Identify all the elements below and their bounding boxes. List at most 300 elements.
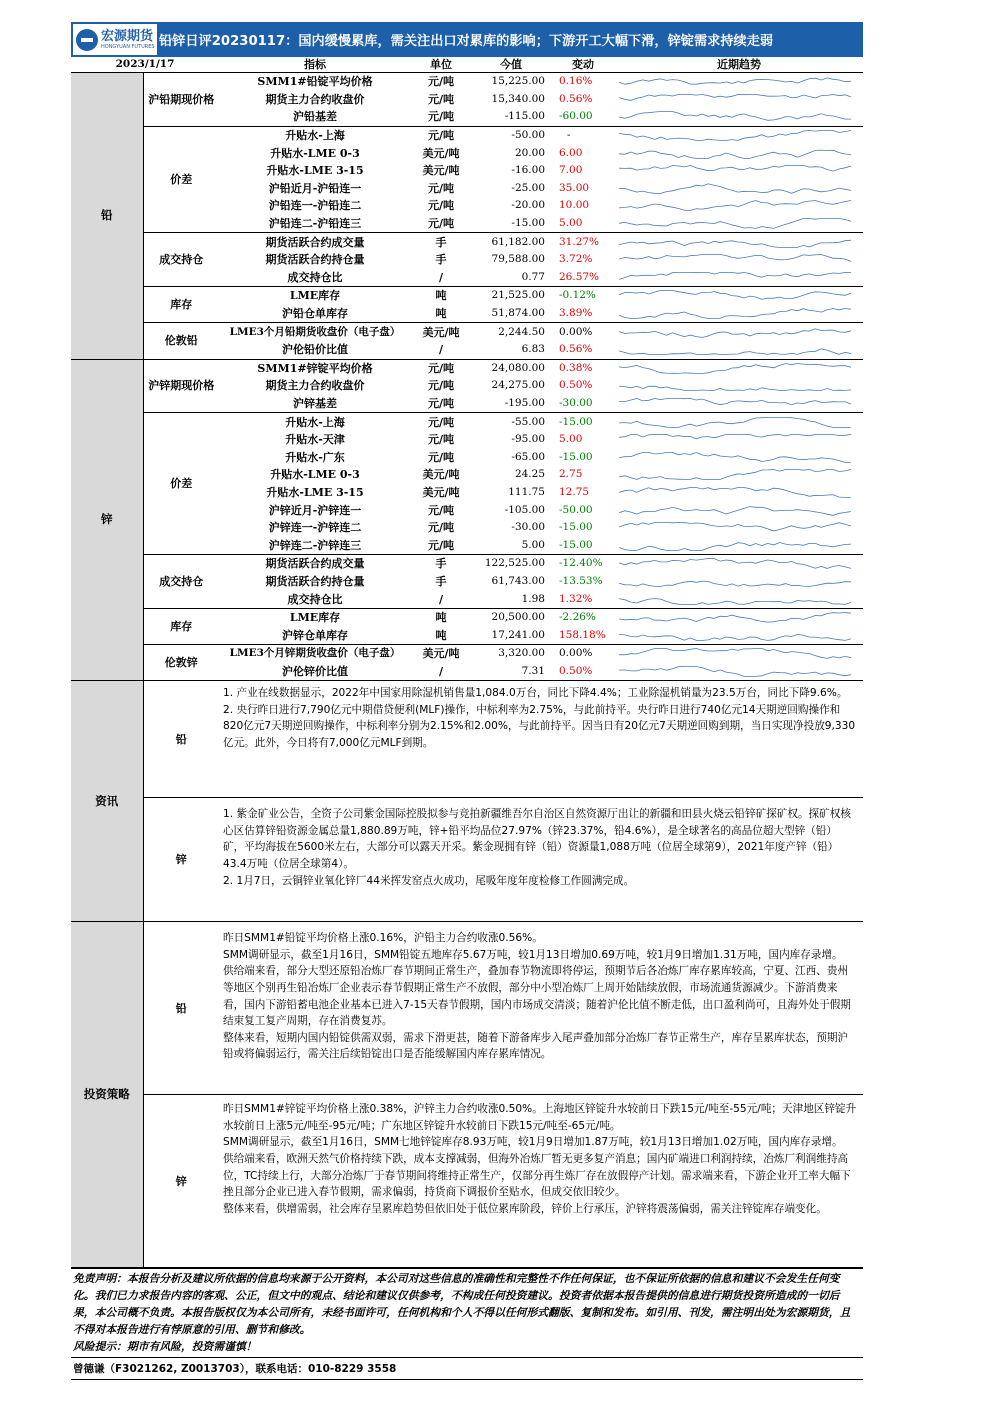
- zinc-trend-cell: [615, 663, 863, 681]
- zinc-indicator-change: -15.00: [559, 415, 593, 428]
- lead-trend-cell: [615, 197, 863, 215]
- lead-indicator-value: -16.00: [511, 164, 545, 177]
- lead-indicator-unit: /: [411, 269, 471, 287]
- lead-indicator-unit: 美元/吨: [422, 325, 460, 339]
- zinc-indicator-change: 2.75: [559, 468, 583, 481]
- news-zinc-text: [219, 798, 863, 922]
- strategy-lead-p0: 昨日SMM1#铅锭平均价格上涨0.16%，沪铅主力合约收涨0.56%。: [223, 932, 543, 945]
- zinc-trend-line-2: [615, 396, 855, 411]
- zinc-indicator-value: -195.00: [471, 395, 551, 413]
- lead-trend-line-8: [615, 216, 855, 231]
- lead-indicator-change: 6.00: [559, 146, 583, 159]
- zinc-trend-line-8: [615, 503, 855, 518]
- zinc-category-spread: 价差: [143, 413, 219, 555]
- lead-indicator-change: 0.56%: [559, 92, 593, 105]
- lead-indicator-name: 升贴水-LME 0-3: [270, 146, 360, 160]
- zinc-indicator-change: -2.26%: [559, 611, 596, 624]
- news-lead-p1: 1. 产业在线数据显示，2022年中国家用除湿机销售量1,084.0万台，同比下降4.4%；工业除湿机销量为23.5万台，同比下降9.6%。: [223, 687, 848, 700]
- lead-trend-polyline-12: [619, 291, 851, 300]
- zinc-indicator-unit: 元/吨: [427, 450, 455, 464]
- lead-trend-polyline-11: [619, 272, 851, 279]
- zinc-trend-cell: [615, 466, 863, 484]
- zinc-trend-line-7: [615, 485, 855, 500]
- lead-trend-line-9: [615, 235, 855, 250]
- lead-trend-polyline-0: [619, 78, 851, 84]
- zinc-indicator-name: 沪伦锌价比值: [219, 663, 411, 681]
- lead-trend-cell: [615, 215, 863, 233]
- lead-trend-line-10: [615, 252, 855, 267]
- zinc-indicator-name: 升贴水-天津: [285, 433, 345, 447]
- lead-indicator-change: 35.00: [559, 181, 590, 194]
- header-row: [71, 57, 863, 73]
- zinc-trend-cell: [615, 431, 863, 449]
- lead-indicator-name: 沪铅基差: [219, 108, 411, 126]
- lead-trend-line-4: [615, 146, 855, 161]
- lead-indicator-value: 15,225.00: [491, 75, 545, 88]
- lead-indicator-change: 3.89%: [551, 305, 615, 323]
- zinc-indicator-value: 122,525.00: [484, 557, 545, 570]
- zinc-trend-polyline-15: [619, 634, 851, 640]
- zinc-indicator-name: 沪锌仓单库存: [219, 626, 411, 644]
- lead-indicator-change: 10.00: [559, 199, 590, 212]
- lead-trend-cell: [615, 251, 863, 269]
- lead-trend-line-12: [615, 288, 855, 303]
- zinc-row: [71, 413, 863, 431]
- zinc-indicator-unit: /: [411, 590, 471, 608]
- news-zinc-p1: 1. 紫金矿业公告，全资子公司紫金国际控股拟参与竞拍新疆维吾尔自治区自然资源厅出让的新疆和田县火烧云铅锌矿探矿权。探矿权核心区估算锌铅资源金属总量1,880.89万吨，锌+铅平均品位27.97%（锌23.37%，铅4.6%），是全球著名的高品位超大型锌（铅）矿，平均海拔在5600米左右，大部分可以露天开采。紫金现拥有锌（铅）资源量1,088万吨（位居全球第9），2021年度产锌（铅）43.4万吨（位居全球第4）。: [223, 808, 851, 870]
- lead-indicator-change: 3.72%: [559, 253, 593, 266]
- lead-indicator-unit: 美元/吨: [422, 164, 460, 178]
- strategy-lead-label: 铅: [143, 922, 219, 1095]
- lead-trend-polyline-9: [619, 240, 851, 247]
- zinc-trend-polyline-6: [619, 470, 851, 480]
- lead-trend-line-5: [615, 163, 855, 178]
- zinc-indicator-name: LME3个月锌期货收盘价（电子盘）: [229, 647, 401, 660]
- zinc-indicator-change: 0.50%: [551, 663, 615, 681]
- lead-indicator-change: 31.27%: [559, 235, 600, 248]
- lead-trend-cell: [615, 126, 863, 144]
- lead-indicator-value: 61,182.00: [491, 235, 545, 248]
- zinc-indicator-name: 升贴水-LME 0-3: [270, 468, 360, 482]
- zinc-indicator-unit: 元/吨: [427, 415, 455, 429]
- lead-indicator-value: -15.00: [471, 215, 551, 233]
- lead-row: [71, 126, 863, 144]
- lead-indicator-unit: 元/吨: [427, 181, 455, 195]
- zinc-trend-line-9: [615, 520, 855, 535]
- lead-indicator-change: -0.12%: [559, 289, 596, 302]
- lead-indicator-name: 期货活跃合约持仓量: [265, 253, 365, 267]
- zinc-trend-cell: [615, 608, 863, 626]
- news-zinc-p2: 2. 1月7日，云铜锌业氧化锌厂44米挥发窑点火成功，尾吸年度年度检修工作圆满完成。: [223, 874, 635, 887]
- zinc-indicator-value: 24,080.00: [491, 361, 545, 374]
- lead-trend-line-6: [615, 181, 855, 196]
- lead-trend-polyline-15: [619, 349, 851, 355]
- zinc-indicator-name: 期货主力合约收盘价: [265, 379, 365, 393]
- strategy-lead-text: [219, 922, 863, 1095]
- lead-indicator-change: -60.00: [551, 108, 615, 126]
- disclaimer-text: 免责声明：本报告分析及建议所依据的信息均来源于公开资料，本公司对这些信息的准确性和完整性不作任何保证，也不保证所依据的信息和建议不会发生任何变化。我们已力求报告内容的客观、公正，但文中的观点、结论和建议仅供参考，不构成任何投资建议。投资者依据本报告提供的信息进行期货投资所造成的一切后果，本公司概不负责。本报告版权仅为本公司所有，未经书面许可，任何机构和个人不得以任何形式翻版、复制和发布。如引用、刊发，需注明出处为宏源期货，且不得对本报告进行有悖原意的引用、删节和修改。: [73, 1272, 851, 1337]
- zinc-indicator-value: -105.00: [504, 503, 545, 516]
- col-trend: 近期趋势: [615, 57, 863, 73]
- lead-trend-polyline-13: [619, 309, 851, 319]
- zinc-indicator-value: 24.25: [514, 468, 545, 481]
- lead-trend-polyline-8: [619, 219, 851, 229]
- zinc-trend-polyline-9: [619, 523, 851, 531]
- lead-indicator-change: 7.00: [559, 164, 583, 177]
- strategy-section-label: 投资策略: [71, 922, 143, 1268]
- zinc-trend-line-14: [615, 610, 855, 625]
- zinc-trend-cell: [615, 395, 863, 413]
- zinc-trend-cell: [615, 555, 863, 573]
- zinc-indicator-change: -12.40%: [559, 557, 603, 570]
- report-title: 铅锌日评20230117：国内缓慢累库，需关注出口对累库的影响；下游开工大幅下滑，锌锭需求持续走弱: [159, 34, 774, 49]
- zinc-indicator-value: 3,320.00: [498, 647, 545, 660]
- zinc-indicator-value: -95.00: [511, 433, 545, 446]
- lead-indicator-value: 21,525.00: [491, 289, 545, 302]
- lead-trend-polyline-3: [619, 131, 851, 141]
- zinc-category-london: 伦敦锌: [143, 645, 219, 681]
- zinc-indicator-name: 期货活跃合约持仓量: [265, 574, 365, 588]
- zinc-trend-cell: [615, 448, 863, 466]
- zinc-trend-line-5: [615, 450, 855, 465]
- col-change: 变动: [551, 57, 615, 73]
- zinc-indicator-change: -15.00: [551, 536, 615, 554]
- lead-indicator-unit: 元/吨: [427, 199, 455, 213]
- strategy-zinc-p0: 昨日SMM1#锌锭平均价格上涨0.38%，沪锌主力合约收涨0.50%。上海地区锌锭升水较前日下跌15元/吨至-55元/吨；天津地区锌锭升水较前日上涨5元/吨至-95元/吨；广东地区锌锭升水较前日下跌15元/吨至-65元/吨。: [223, 1103, 857, 1132]
- zinc-indicator-value: 20,500.00: [491, 611, 545, 624]
- lead-indicator-value: -115.00: [471, 108, 551, 126]
- zinc-indicator-unit: /: [411, 663, 471, 681]
- zinc-trend-cell: [615, 573, 863, 591]
- lead-trend-polyline-2: [619, 112, 851, 121]
- lead-indicator-unit: 元/吨: [427, 75, 455, 89]
- zinc-trend-polyline-16: [619, 649, 851, 659]
- lead-trend-cell: [615, 144, 863, 162]
- lead-indicator-unit: 元/吨: [411, 215, 471, 233]
- lead-indicator-change: -: [567, 129, 571, 142]
- zinc-trend-line-6: [615, 467, 855, 482]
- zinc-indicator-value: -65.00: [511, 450, 545, 463]
- zinc-indicator-unit: 元/吨: [411, 395, 471, 413]
- zinc-indicator-change: -30.00: [551, 395, 615, 413]
- zinc-indicator-unit: 美元/吨: [422, 468, 460, 482]
- col-indicator: 指标: [219, 57, 411, 73]
- zinc-trend-line-17: [615, 664, 855, 679]
- zinc-trend-cell: [615, 626, 863, 644]
- zinc-trend-polyline-13: [619, 598, 851, 604]
- lead-trend-line-3: [615, 128, 855, 143]
- lead-trend-polyline-5: [619, 166, 851, 172]
- zinc-trend-polyline-17: [619, 666, 851, 676]
- lead-trend-line-1: [615, 92, 855, 107]
- lead-trend-cell: [615, 323, 863, 341]
- zinc-trend-line-13: [615, 592, 855, 607]
- col-unit: 单位: [411, 57, 471, 73]
- title-bar: [71, 22, 863, 57]
- zinc-row: [71, 555, 863, 573]
- zinc-trend-cell: [615, 377, 863, 395]
- lead-indicator-change: 0.00%: [559, 325, 593, 338]
- zinc-indicator-unit: 手: [435, 557, 447, 571]
- strategy-zinc-p1: SMM调研显示，截至1月16日，SMM七地锌锭库存8.93万吨，较1月9日增加1.87万吨，较1月13日增加1.02万吨，国内库存录增。: [223, 1136, 843, 1149]
- zinc-trend-cell: [615, 501, 863, 519]
- zinc-trend-polyline-1: [619, 386, 851, 390]
- zinc-indicator-change: 12.75: [559, 485, 590, 498]
- lead-indicator-value: 0.77: [471, 269, 551, 287]
- zinc-trend-cell: [615, 519, 863, 537]
- zinc-indicator-change: -50.00: [559, 503, 593, 516]
- zinc-indicator-unit: 元/吨: [427, 379, 455, 393]
- report-sheet: [71, 22, 863, 1380]
- lead-indicator-value: 51,874.00: [471, 305, 551, 323]
- zinc-indicator-change: 158.18%: [551, 626, 615, 644]
- zinc-trend-line-16: [615, 646, 855, 661]
- lead-indicator-change: 5.00: [551, 215, 615, 233]
- lead-trend-cell: [615, 233, 863, 251]
- zinc-indicator-value: 24,275.00: [491, 379, 545, 392]
- lead-indicator-name: 沪铅连二-沪铅连三: [219, 215, 411, 233]
- zinc-trend-line-10: [615, 538, 855, 553]
- lead-category-stock: 库存: [143, 287, 219, 323]
- lead-trend-cell: [615, 108, 863, 126]
- zinc-trend-line-15: [615, 628, 855, 643]
- lead-category-volume: 成交持仓: [143, 233, 219, 287]
- lead-trend-cell: [615, 341, 863, 359]
- zinc-row: [71, 608, 863, 626]
- zinc-indicator-unit: 元/吨: [427, 503, 455, 517]
- lead-indicator-unit: 吨: [411, 305, 471, 323]
- zinc-indicator-value: 1.98: [471, 590, 551, 608]
- zinc-trend-polyline-5: [619, 452, 851, 462]
- lead-trend-cell: [615, 305, 863, 323]
- zinc-category-volume: 成交持仓: [143, 555, 219, 609]
- zinc-indicator-name: 升贴水-广东: [285, 450, 345, 464]
- zinc-indicator-unit: 美元/吨: [422, 647, 460, 661]
- news-zinc-label: 锌: [143, 798, 219, 922]
- lead-indicator-value: 6.83: [471, 341, 551, 359]
- zinc-indicator-name: 升贴水-上海: [285, 415, 345, 429]
- zinc-indicator-unit: 美元/吨: [422, 485, 460, 499]
- lead-indicator-name: SMM1#铅锭平均价格: [257, 75, 373, 89]
- lead-category-spot: 沪铅期现价格: [143, 73, 219, 127]
- lead-trend-polyline-10: [619, 255, 851, 262]
- lead-indicator-unit: 美元/吨: [422, 146, 460, 160]
- zinc-indicator-unit: 元/吨: [411, 536, 471, 554]
- zinc-trend-line-12: [615, 574, 855, 589]
- zinc-indicator-value: -55.00: [511, 415, 545, 428]
- zinc-indicator-value: 5.00: [471, 536, 551, 554]
- zinc-category-spot: 沪锌期现价格: [143, 359, 219, 413]
- zinc-row: [71, 359, 863, 377]
- strategy-zinc-p3: 整体来看，供增需弱，社会库存呈累库趋势但依旧处于低位累库阶段，锌价上行承压，沪锌将震荡偏弱，需关注锌锭库存端变化。: [223, 1202, 827, 1215]
- zinc-indicator-name: 期货活跃合约成交量: [265, 557, 365, 571]
- lead-trend-line-13: [615, 306, 855, 321]
- lead-trend-polyline-4: [619, 150, 851, 158]
- zinc-indicator-change: 1.32%: [551, 590, 615, 608]
- zinc-indicator-unit: 元/吨: [427, 521, 455, 535]
- zinc-indicator-change: -15.00: [559, 521, 593, 534]
- zinc-trend-cell: [615, 484, 863, 502]
- strategy-zinc-label: 锌: [143, 1095, 219, 1268]
- market-data-table: [71, 57, 863, 681]
- zinc-indicator-unit: 手: [435, 574, 447, 588]
- lead-trend-polyline-6: [619, 184, 851, 194]
- lead-trend-line-7: [615, 198, 855, 213]
- zinc-trend-polyline-12: [619, 581, 851, 586]
- zinc-trend-cell: [615, 590, 863, 608]
- strategy-lead-p1: SMM调研显示，截至1月16日，SMM铅锭五地库存5.67万吨，较1月13日增加0.69万吨，较1月9日增加1.31万吨，国内库存录增。: [223, 948, 843, 961]
- risk-warning: 风险提示：期市有风险，投资需谨慎！: [73, 1340, 257, 1354]
- zinc-indicator-name: SMM1#锌锭平均价格: [257, 361, 373, 375]
- zinc-section-label: 锌: [71, 359, 143, 681]
- zinc-indicator-unit: 元/吨: [427, 433, 455, 447]
- zinc-indicator-name: 沪锌连一-沪锌连二: [268, 521, 362, 535]
- lead-indicator-unit: 手: [435, 253, 447, 267]
- zinc-trend-polyline-3: [619, 417, 851, 427]
- zinc-indicator-change: -13.53%: [559, 574, 603, 587]
- zinc-trend-line-3: [615, 415, 855, 430]
- zinc-indicator-change: 5.00: [559, 433, 583, 446]
- lead-indicator-value: -20.00: [511, 199, 545, 212]
- zinc-indicator-name: 沪锌基差: [219, 395, 411, 413]
- zinc-trend-polyline-11: [619, 559, 851, 569]
- zinc-indicator-change: -15.00: [559, 450, 593, 463]
- lead-trend-cell: [615, 91, 863, 109]
- report-date: 2023/1/17: [71, 57, 219, 73]
- zinc-indicator-change: 0.00%: [559, 647, 593, 660]
- lead-trend-cell: [615, 180, 863, 198]
- zinc-indicator-name: LME库存: [289, 611, 341, 625]
- zinc-indicator-value: 61,743.00: [491, 574, 545, 587]
- analyst-contact: 曾德谦（F3021262, Z0013703），联系电话：010-8229 3558: [71, 1358, 863, 1380]
- zinc-indicator-value: 111.75: [508, 485, 545, 498]
- lead-indicator-name: 沪铅仓单库存: [219, 305, 411, 323]
- zinc-indicator-unit: 元/吨: [427, 361, 455, 375]
- lead-indicator-unit: 手: [435, 235, 447, 249]
- logo-en: HONGYUAN FUTURES: [101, 43, 155, 50]
- zinc-trend-line-1: [615, 378, 855, 393]
- zinc-trend-polyline-14: [619, 613, 851, 623]
- lead-indicator-name: 沪伦铅价比值: [219, 341, 411, 359]
- lead-indicator-value: 20.00: [514, 146, 545, 159]
- strategy-zinc-text: [219, 1095, 863, 1268]
- lead-row: [71, 287, 863, 305]
- zinc-trend-line-4: [615, 432, 855, 447]
- news-section-label: 资讯: [71, 681, 143, 922]
- zinc-indicator-value: 17,241.00: [471, 626, 551, 644]
- zinc-indicator-name: 沪锌连二-沪锌连三: [219, 536, 411, 554]
- lead-indicator-unit: 元/吨: [411, 108, 471, 126]
- lead-indicator-name: LME库存: [289, 289, 341, 303]
- zinc-indicator-name: 沪锌近月-沪锌连一: [268, 503, 362, 517]
- lead-indicator-value: -50.00: [511, 129, 545, 142]
- lead-indicator-unit: 吨: [435, 289, 447, 303]
- zinc-row: [71, 645, 863, 663]
- lead-indicator-name: 期货活跃合约成交量: [265, 235, 365, 249]
- zinc-trend-polyline-10: [619, 542, 851, 550]
- lead-indicator-name: 升贴水-上海: [285, 129, 345, 143]
- zinc-trend-line-11: [615, 556, 855, 571]
- lead-row: [71, 233, 863, 251]
- lead-indicator-name: 期货主力合约收盘价: [265, 92, 365, 106]
- logo-cn: 宏源期货: [101, 28, 154, 44]
- zinc-trend-polyline-8: [619, 506, 851, 515]
- lead-category-spread: 价差: [143, 126, 219, 233]
- lead-trend-polyline-7: [619, 201, 851, 211]
- lead-row: [71, 323, 863, 341]
- news-lead-label: 铅: [143, 681, 219, 798]
- zinc-indicator-value: -30.00: [511, 521, 545, 534]
- lead-indicator-unit: /: [411, 341, 471, 359]
- lead-trend-cell: [615, 162, 863, 180]
- zinc-indicator-name: 成交持仓比: [219, 590, 411, 608]
- lead-indicator-unit: 元/吨: [427, 129, 455, 143]
- company-logo: [73, 24, 157, 55]
- disclaimer: [71, 1268, 863, 1358]
- zinc-trend-cell: [615, 413, 863, 431]
- lead-indicator-name: 升贴水-LME 3-15: [266, 164, 364, 178]
- lead-section-label: 铅: [71, 73, 143, 360]
- lead-indicator-unit: 元/吨: [427, 92, 455, 106]
- zinc-trend-line-0: [615, 361, 855, 376]
- zinc-trend-cell: [615, 645, 863, 663]
- lead-indicator-value: 15,340.00: [491, 92, 545, 105]
- lead-trend-line-2: [615, 109, 855, 124]
- commentary-table: [71, 681, 863, 1268]
- lead-indicator-name: 沪铅连一-沪铅连二: [268, 199, 362, 213]
- lead-indicator-value: 2,244.50: [498, 325, 545, 338]
- lead-trend-cell: [615, 269, 863, 287]
- logo-mark-icon: [76, 29, 98, 51]
- lead-trend-polyline-14: [619, 328, 851, 337]
- lead-row: [71, 73, 863, 91]
- strategy-lead-p3: 整体来看，短期内国内铅锭供需双弱，需求下滑更甚，随着下游备库步入尾声叠加部分冶炼厂春节正常生产，库存呈累库状态，预期沪铅或将偏弱运行，需关注后续铅锭出口是否能缓解国内库存累库情况。: [223, 1031, 849, 1061]
- lead-indicator-name: 沪铅近月-沪铅连一: [268, 181, 362, 195]
- zinc-indicator-value: 7.31: [471, 663, 551, 681]
- lead-indicator-name: 成交持仓比: [219, 269, 411, 287]
- zinc-indicator-change: 0.38%: [559, 361, 593, 374]
- lead-category-london: 伦敦铅: [143, 323, 219, 359]
- zinc-category-stock: 库存: [143, 608, 219, 644]
- lead-indicator-change: 0.16%: [559, 75, 593, 88]
- lead-trend-line-0: [615, 74, 855, 89]
- lead-trend-line-11: [615, 270, 855, 285]
- col-today: 今值: [471, 57, 551, 73]
- lead-indicator-value: 79,588.00: [491, 253, 545, 266]
- lead-trend-line-14: [615, 325, 855, 340]
- lead-trend-line-15: [615, 342, 855, 357]
- zinc-trend-polyline-0: [619, 363, 851, 373]
- zinc-indicator-unit: 吨: [411, 626, 471, 644]
- zinc-indicator-name: 升贴水-LME 3-15: [266, 485, 364, 499]
- zinc-trend-cell: [615, 359, 863, 377]
- news-lead-p2: 2. 央行昨日进行7,790亿元中期借贷便利(MLF)操作，中标利率为2.75%，与此前持平。央行昨日进行740亿元14天期逆回购操作和820亿元7天期逆回购操作，中标利率分别为2.15%和2.00%，与此前持平。因当日有20亿元7天期逆回购到期，当日实现净投放9,330亿元。此外，今日将有7,000亿元MLF到期。: [223, 703, 856, 749]
- lead-indicator-change: 26.57%: [551, 269, 615, 287]
- lead-trend-cell: [615, 287, 863, 305]
- zinc-trend-polyline-2: [619, 398, 851, 404]
- lead-trend-cell: [615, 73, 863, 91]
- zinc-indicator-unit: 吨: [435, 611, 447, 625]
- zinc-trend-cell: [615, 536, 863, 554]
- strategy-lead-p2: 供给端来看，部分大型还原铅冶炼厂春节期间正常生产，叠加春节物流即将停运，预期节后各冶炼厂库存累库较高，宁夏、江西、贵州等地区个别再生铅冶炼厂企业表示春节假期正常生产不放假，部分中小型冶炼厂上周开始陆续放假，市场流通货源减少。下游消费来看，国内下游铅蓄电池企业基本已进入7-15天春节假期，国内市场成交清淡；随着沪伦比值不断走低，出口盈利尚可，且海外处于假期结束复工复产周期，存在消费复苏。: [223, 965, 851, 1028]
- strategy-zinc-p2: 供给端来看，欧洲天然气价格持续下跌，成本支撑减弱，但海外冶炼厂暂无更多复产消息；国内矿端进口利润持续，冶炼厂利润维持高位，TC持续上行，大部分冶炼厂于春节期间将维持正常生产，仅部分再生炼厂存在放假停产计划。需求端来看，下游企业开工率大幅下挫且部分企业已进入春节假期，需求偏弱，持货商下调报价至贴水，但成交依旧较少。: [223, 1152, 851, 1199]
- lead-indicator-change: 0.56%: [551, 341, 615, 359]
- lead-indicator-value: -25.00: [511, 181, 545, 194]
- news-lead-text: [219, 681, 863, 798]
- zinc-trend-polyline-7: [619, 487, 851, 497]
- lead-indicator-name: LME3个月铅期货收盘价（电子盘）: [229, 325, 401, 338]
- zinc-indicator-change: 0.50%: [559, 379, 593, 392]
